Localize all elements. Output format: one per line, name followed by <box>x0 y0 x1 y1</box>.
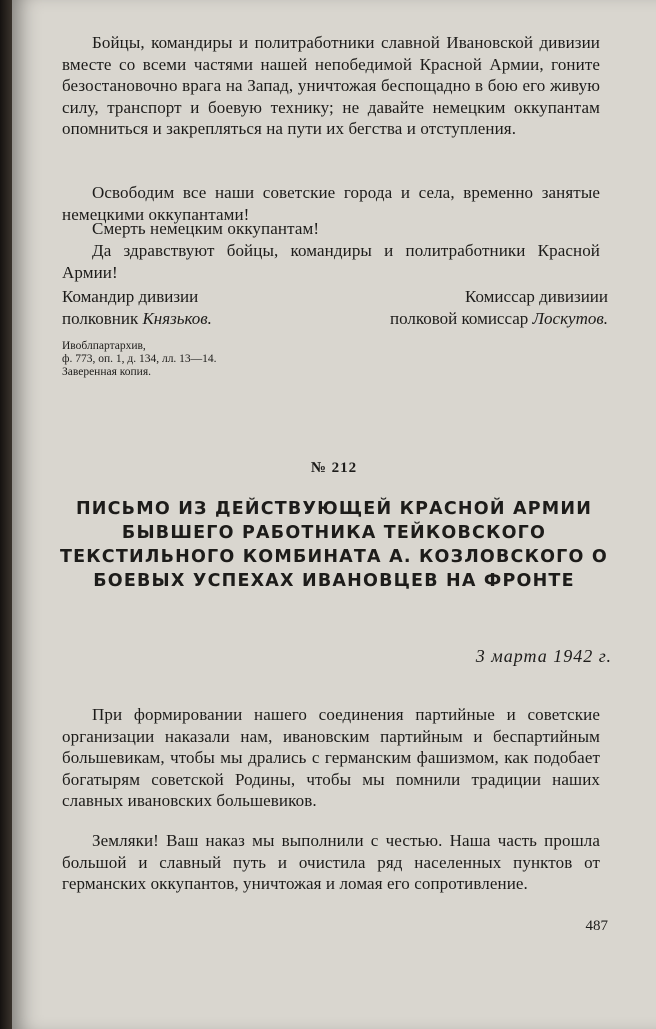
body-paragraph: Земляки! Ваш наказ мы выполнили с честью. Наша часть прошла большой и славный путь и очистила ряд населенных пунктов от германских оккупантов, уничтожая и ломая его сопротивление. <box>62 831 600 893</box>
signature-right-position: Комиссар дивизиии <box>465 287 608 306</box>
book-binding-edge <box>0 0 12 1029</box>
signature-left-rank: полковник <box>62 309 139 328</box>
archive-reference <box>62 340 217 379</box>
page-number: 487 <box>585 918 608 934</box>
document-date: 3 марта 1942 г. <box>475 646 612 666</box>
document-number: № 212 <box>310 460 358 476</box>
signature-left <box>62 286 212 330</box>
signature-left-position: Командир дивизии <box>62 287 199 306</box>
signature-right <box>390 286 608 330</box>
signature-right-rank: полковой комиссар <box>389 309 529 328</box>
signature-left-name: Князьков. <box>142 309 212 328</box>
death-to-occupiers-line: Смерть немецким оккупантам! <box>92 219 320 238</box>
document-title: ПИСЬМО ИЗ ДЕЙСТВУЮЩЕЙ КРАСНОЙ АРМИИ БЫВШЕГО РАБОТНИКА ТЕЙКОВСКОГО ТЕКСТИЛЬНОГО КОМБИНАТА А. КОЗЛОВСКОГО О БОЕВЫХ УСПЕХАХ ИВАНОВЦЕВ НА ФРОНТЕ <box>60 499 608 591</box>
book-page <box>12 0 656 1029</box>
long-live-paragraph: Да здравствуют бойцы, командиры и политработники Красной Армии! <box>62 241 600 282</box>
signature-right-name: Лоскутов. <box>532 309 608 328</box>
body-paragraph: При формировании нашего соединения партийные и советские организации наказали нам, ивановским партийным и беспартийным большевикам, чтобы мы дрались с германским фашизмом, как подобает богатырям советской Родины, чтобы мы помнили традиции наших славных ивановских большевиков. <box>62 705 600 810</box>
archive-reference-line3: Заверенная копия. <box>62 366 151 378</box>
liberate-paragraph: Освободим все наши советские города и села, временно занятые немецкими оккупантами! <box>62 183 600 224</box>
archive-reference-line2: ф. 773, оп. 1, д. 134, лл. 13—14. <box>62 353 217 365</box>
appeal-paragraph: Бойцы, командиры и политработники славной Ивановской дивизии вместе со всеми частями нашей непобедимой Красной Армии, гоните безостановочно врага на Запад, уничтожая беспощадно в бою его живую силу, транспорт и боевую технику; не давайте немецким оккупантам опомниться и закрепляться на пути их бегства и отступления. <box>62 33 600 138</box>
archive-reference-line1: Ивоблпартархив, <box>62 340 146 352</box>
